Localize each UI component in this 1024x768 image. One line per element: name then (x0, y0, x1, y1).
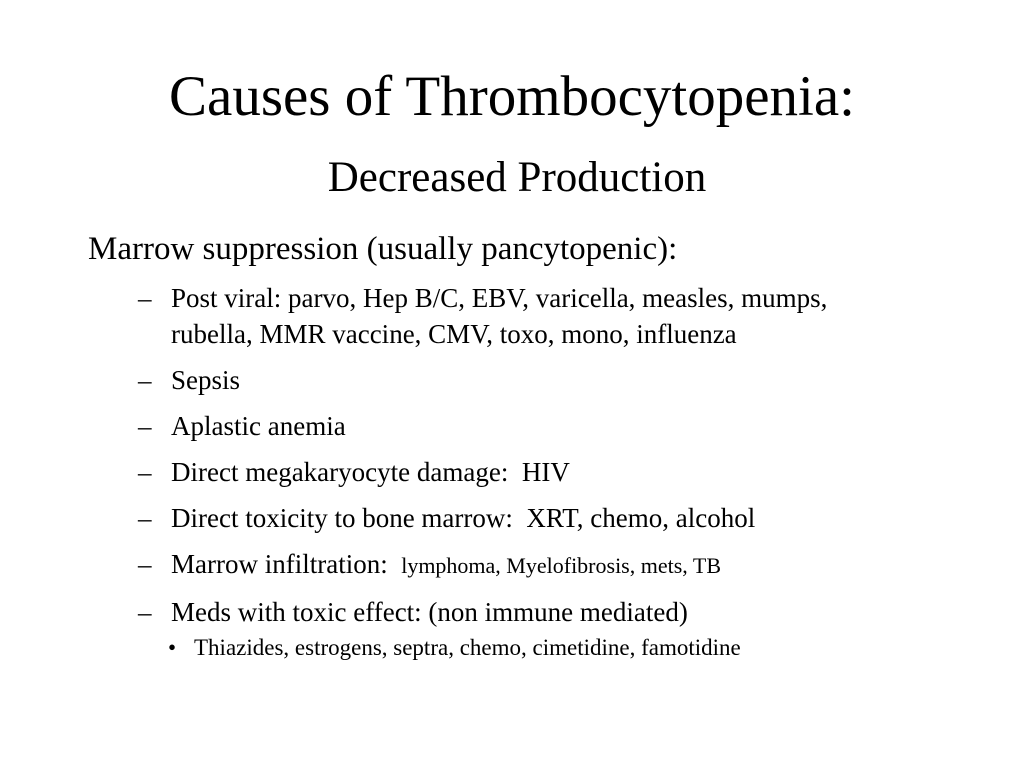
dash-bullet-icon: – (138, 411, 152, 441)
list-item-marrow-infiltration (138, 546, 898, 584)
slide-title: Causes of Thrombocytopenia: (169, 65, 855, 128)
medication-list-text: Thiazides, estrogens, septra, chemo, cimetidine, famotidine (194, 635, 741, 660)
dash-bullet-icon: – (138, 283, 152, 313)
section-heading: Marrow suppression (usually pancytopenic): (88, 231, 678, 267)
dash-bullet-icon: – (138, 365, 152, 395)
dash-bullet-icon: – (138, 503, 152, 533)
list-item-sepsis (138, 362, 898, 398)
dash-bullet-icon: – (138, 549, 152, 579)
list-item-detail-text: lymphoma, Myelofibrosis, mets, TB (401, 553, 722, 578)
list-item-megakaryocyte-damage (138, 454, 898, 490)
list-item-text: Direct megakaryocyte damage: HIV (171, 457, 570, 487)
list-item-post-viral (138, 280, 898, 352)
list-item-marrow-toxicity (138, 500, 898, 536)
list-item-text: Aplastic anemia (171, 411, 346, 441)
list-item-text: Post viral: parvo, Hep B/C, EBV, varicella, measles, mumps, rubella, MMR vaccine, CMV, toxo, mono, influenza (171, 283, 828, 349)
slide-subtitle: Decreased Production (327, 154, 707, 201)
round-bullet-icon: • (168, 635, 177, 660)
dash-bullet-icon: – (138, 457, 152, 487)
medication-list (166, 632, 898, 664)
medication-list-item (166, 632, 898, 664)
list-item-text: Sepsis (171, 365, 241, 395)
list-item-aplastic-anemia (138, 408, 898, 444)
list-item-text: Meds with toxic effect: (non immune mediated) (171, 597, 688, 627)
list-item-text: Marrow infiltration: (171, 549, 402, 579)
list-item-text: Direct toxicity to bone marrow: XRT, chemo, alcohol (171, 503, 756, 533)
cause-list (138, 280, 898, 674)
dash-bullet-icon: – (138, 597, 152, 627)
list-item-toxic-meds (138, 594, 898, 664)
